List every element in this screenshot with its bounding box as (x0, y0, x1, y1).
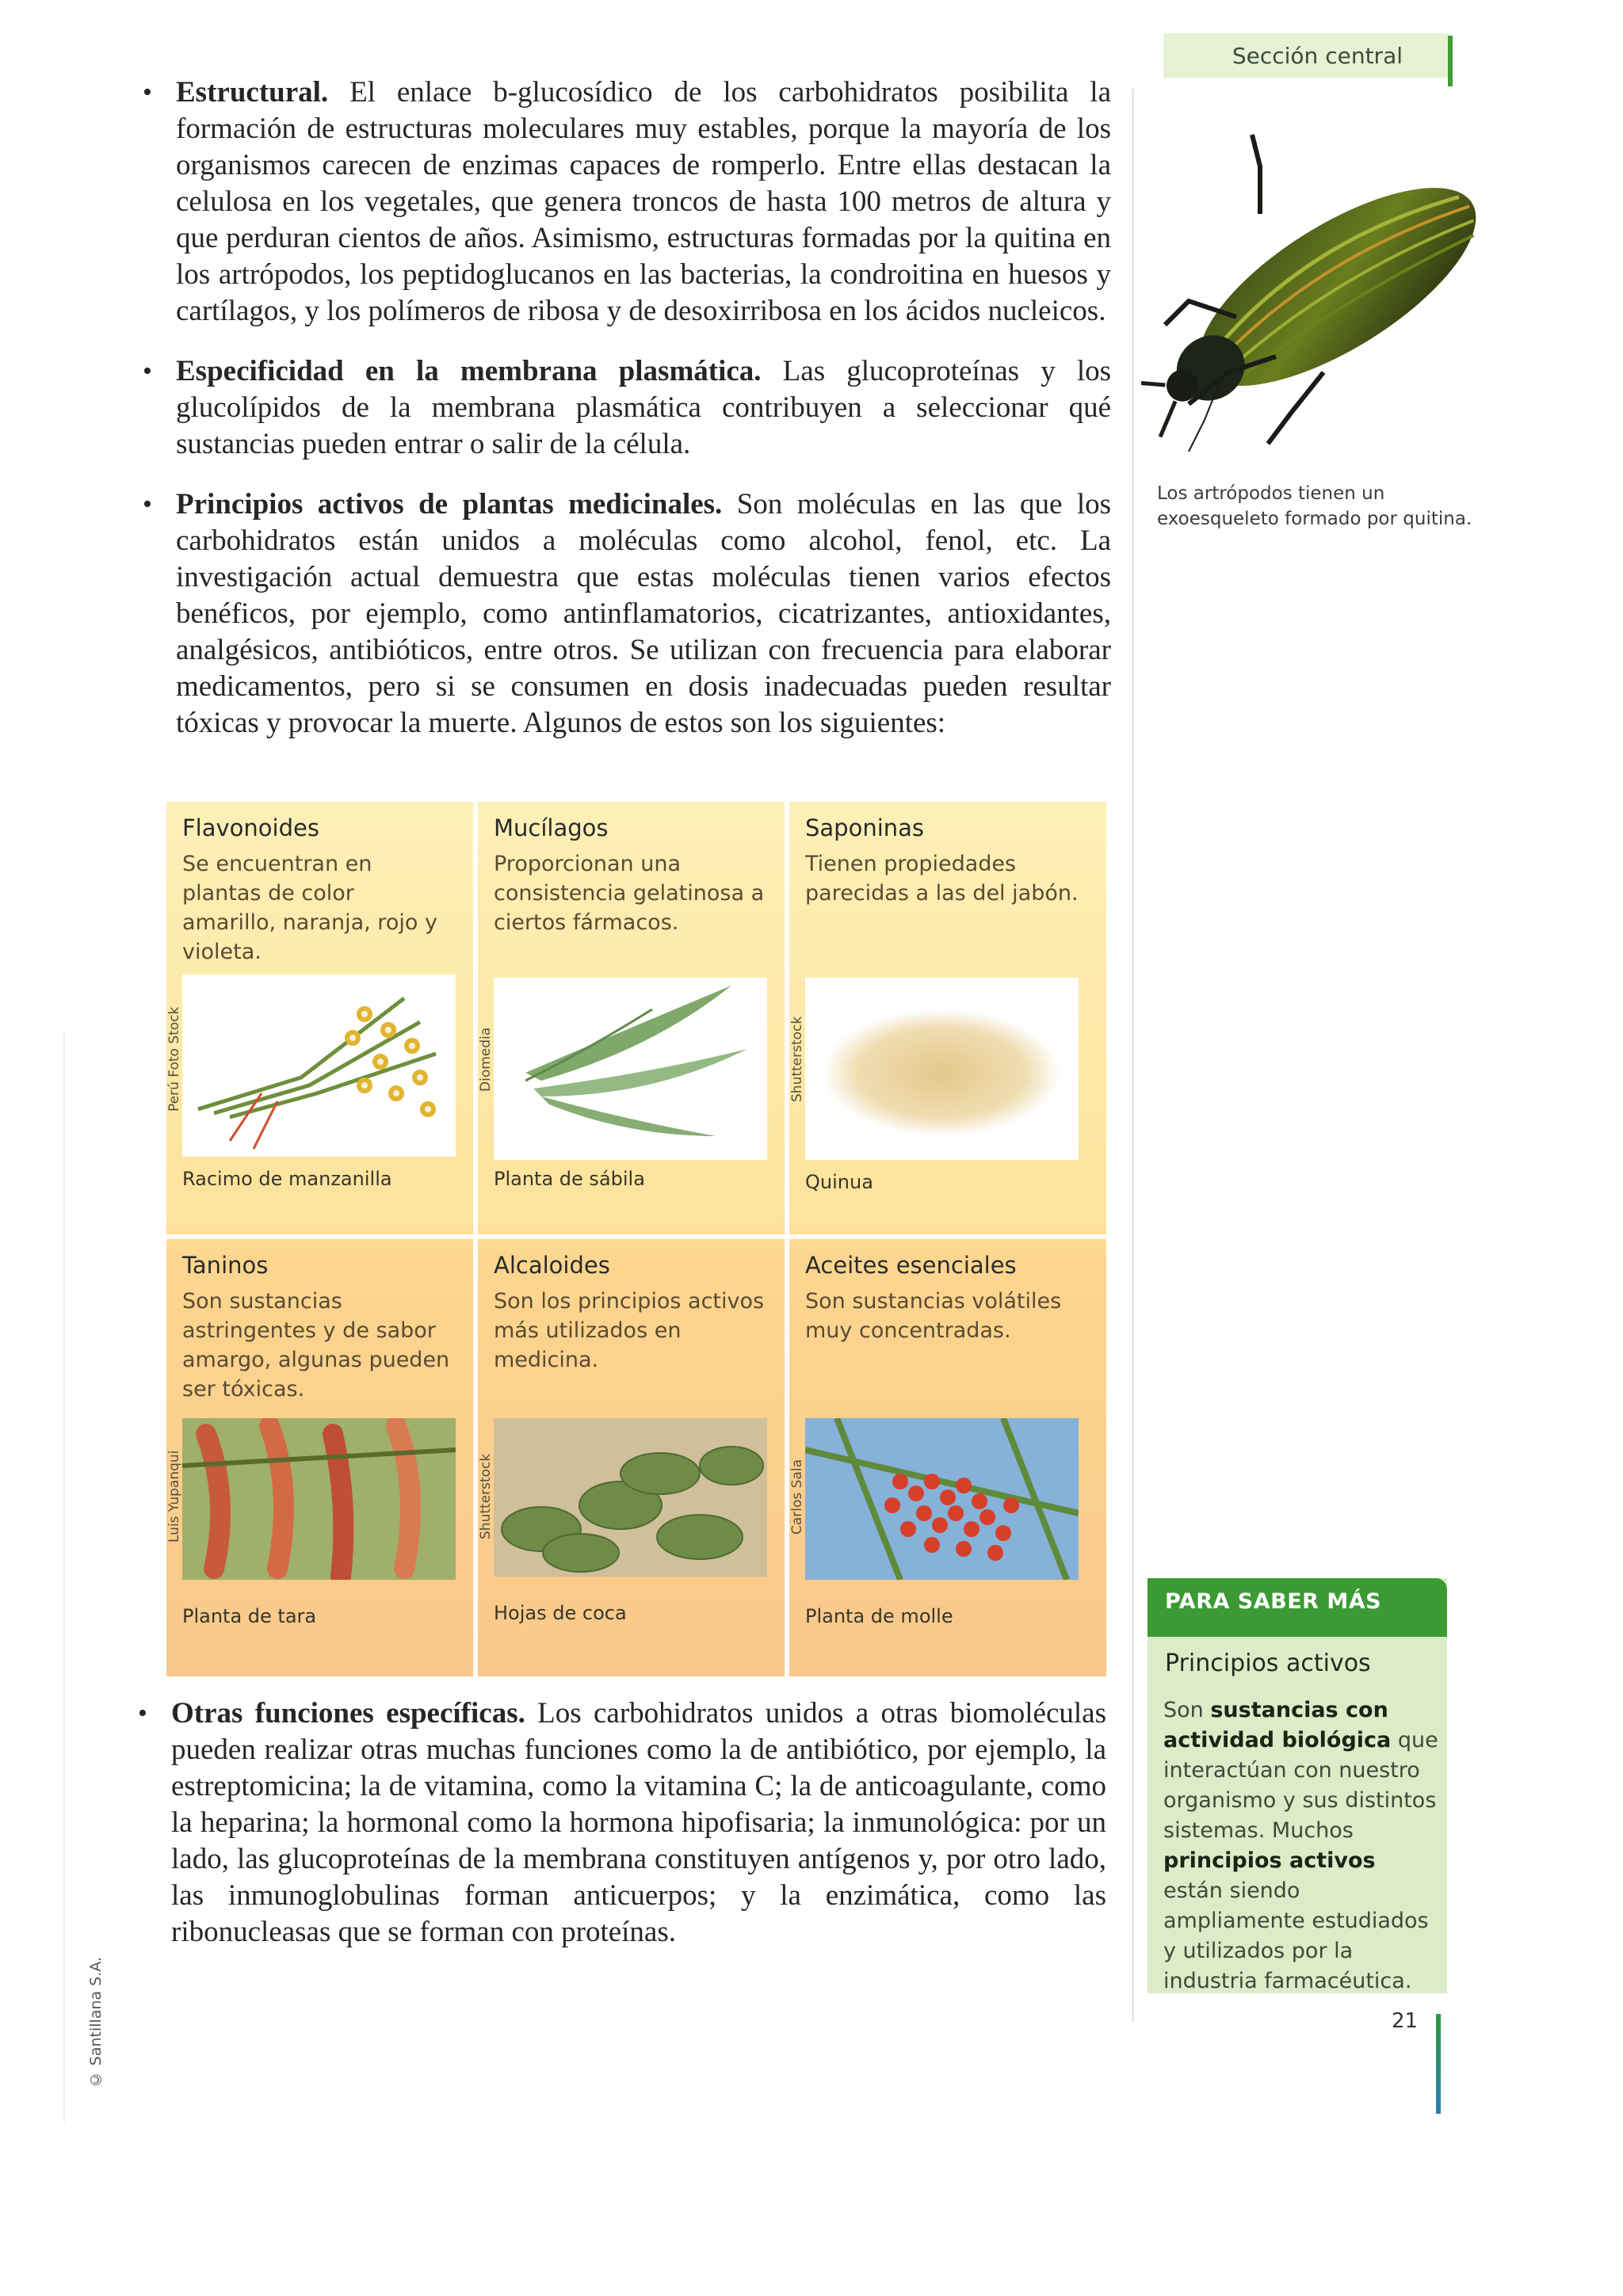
bullet-estructural (139, 74, 1111, 330)
photo-credit: Carlos Sala (789, 1459, 805, 1535)
bullet-especificidad (139, 353, 1111, 463)
cell-title: Flavonoides (182, 814, 319, 841)
bullet-principios-activos (139, 486, 1111, 742)
grid-cell-taninos (166, 1239, 470, 1667)
bullet-text: Los carbohidratos unidos a otras biomoléculas pueden realizar otras muchas funciones como la de antibiótico, por ejemplo, la estreptomicina; la de vitamina, como la vitamina C; la de anticoagulante, como la heparina; la hormonal como la hormona hipofisaria; la inmunológica: por un lado, las glucoproteínas de la membrana constituyen antígenos y, por otro lado, las inmunoglobulinas forman anticuerpos; y la enzimática, como las ribonucleasas que se forman con proteínas. (171, 1697, 1106, 1948)
bullet-title: Estructural. (176, 76, 329, 109)
grid-separator (473, 802, 478, 1676)
photo-credit: Shutterstock (789, 1016, 805, 1103)
cell-description: Son sustancias volátiles muy concentradas. (805, 1289, 1062, 1343)
body-text: Son (1163, 1698, 1211, 1722)
photo-caption: Planta de sábila (494, 1168, 645, 1190)
bullet-title: Otras funciones específicas. (171, 1697, 525, 1730)
grid-cell-aceites-esenciales (789, 1239, 1106, 1667)
page-number-bar (1436, 2014, 1441, 2114)
quinoa-photo (805, 978, 1079, 1160)
cell-description: Proporcionan una consistencia gelatinosa a ciertos fármacos. (494, 852, 765, 935)
chamomile-photo (182, 974, 456, 1157)
cell-title: Saponinas (805, 814, 925, 841)
para-saber-mas-label: PARA SABER MÁS (1165, 1589, 1382, 1614)
main-column-bottom (135, 1695, 1106, 1974)
para-saber-mas-body (1163, 1695, 1439, 1997)
main-column (139, 74, 1111, 765)
cell-title: Aceites esenciales (805, 1252, 1017, 1279)
active-principles-grid (166, 802, 1106, 1676)
grid-cell-flavonoides (166, 802, 470, 1230)
photo-caption: Quinua (805, 1171, 873, 1193)
page-fold-shadow (63, 1030, 65, 2123)
grid-cell-mucilagos (478, 802, 781, 1230)
photo-credit: Perú Foto Stock (166, 1006, 182, 1112)
grid-separator (166, 1234, 1106, 1239)
photo-caption: Planta de tara (182, 1605, 317, 1627)
photo-credit: Diomedia (478, 1027, 494, 1092)
bullet-text: Son moléculas en las que los carbohidratos están unidos a moléculas como alcohol, fenol, etc. La investigación actual demuestra que estas moléculas tienen varios efectos benéficos, por ejemplo, como antinflamatorios, cicatrizantes, antioxidantes, analgésicos, antibióticos, entre otros. Se utilizan con frecuencia para elaborar medicamentos, pero si se consumen en dosis inadecuadas pueden resultar tóxicas y provocar la muerte. Algunos de estos son los siguientes: (176, 488, 1111, 739)
bullet-text: El enlace b-glucosídico de los carbohidratos posibilita la formación de estructuras moleculares muy estables, porque la mayoría de los organismos carecen de enzimas capaces de romperlo. Entre ellas destacan la celulosa en los vegetales, que genera troncos de hasta 100 metros de altura y que perduran cientos de años. Asimismo, estructuras formadas por la quitina en los artrópodos, los peptidoglucanos en las bacterias, la condroitina en huesos y cartílagos, y los polímeros de ribosa y de desoxirribosa en los ácidos nucleicos. (176, 76, 1111, 327)
cell-description: Son los principios activos más utilizados en medicina. (494, 1289, 765, 1372)
photo-caption: Planta de molle (805, 1605, 953, 1627)
cell-description: Son sustancias astringentes y de sabor amargo, algunas pueden ser tóxicas. (182, 1289, 450, 1402)
column-divider (1132, 89, 1134, 2022)
page-number: 21 (1392, 2009, 1419, 2033)
cell-title: Alcaloides (494, 1252, 610, 1279)
grid-cell-alcaloides (478, 1239, 781, 1667)
body-bold: principios activos (1163, 1848, 1376, 1873)
copyright-notice: © Santillana S.A. (87, 1957, 105, 2088)
section-label (1163, 33, 1449, 78)
bullet-text: Las glucoproteínas y los glucolípidos de la membrana plasmática contribuyen a seleccionar qué sustancias pueden entrar o salir de la célula. (176, 355, 1111, 460)
aloe-photo (494, 978, 767, 1160)
cell-title: Mucílagos (494, 814, 609, 841)
photo-credit: Shutterstock (478, 1453, 494, 1540)
tara-photo (182, 1418, 456, 1580)
coca-photo (494, 1418, 767, 1577)
body-bold: sustancias con actividad biológica (1163, 1698, 1392, 1753)
bullet-title: Especificidad en la membrana plasmática. (176, 355, 762, 387)
bullet-otras-funciones (135, 1695, 1106, 1951)
body-text: que interactúan con nuestro organismo y sus distintos sistemas. Muchos (1163, 1728, 1438, 1843)
molle-photo (805, 1418, 1079, 1580)
photo-caption: Racimo de manzanilla (182, 1168, 392, 1190)
cell-description: Tienen propiedades parecidas a las del jabón. (805, 852, 1079, 906)
grid-cell-saponinas (789, 802, 1106, 1230)
para-saber-mas-title: Principios activos (1165, 1650, 1371, 1677)
cell-description: Se encuentran en plantas de color amarillo, naranja, rojo y violeta. (182, 852, 437, 964)
cell-title: Taninos (182, 1252, 269, 1279)
section-accent-bar (1448, 36, 1453, 86)
beetle-image (1141, 119, 1514, 467)
section-label-text: Sección central (1232, 42, 1403, 69)
photo-caption: Hojas de coca (494, 1602, 627, 1624)
grid-separator (785, 802, 789, 1676)
beetle-caption: Los artrópodos tienen un exoesqueleto formado por quitina. (1157, 483, 1472, 529)
photo-credit: Luis Yupanqui (166, 1450, 182, 1543)
body-text: están siendo ampliamente estudiados y utilizados por la industria farmacéutica. (1163, 1878, 1429, 1993)
bullet-title: Principios activos de plantas medicinales. (176, 488, 723, 521)
